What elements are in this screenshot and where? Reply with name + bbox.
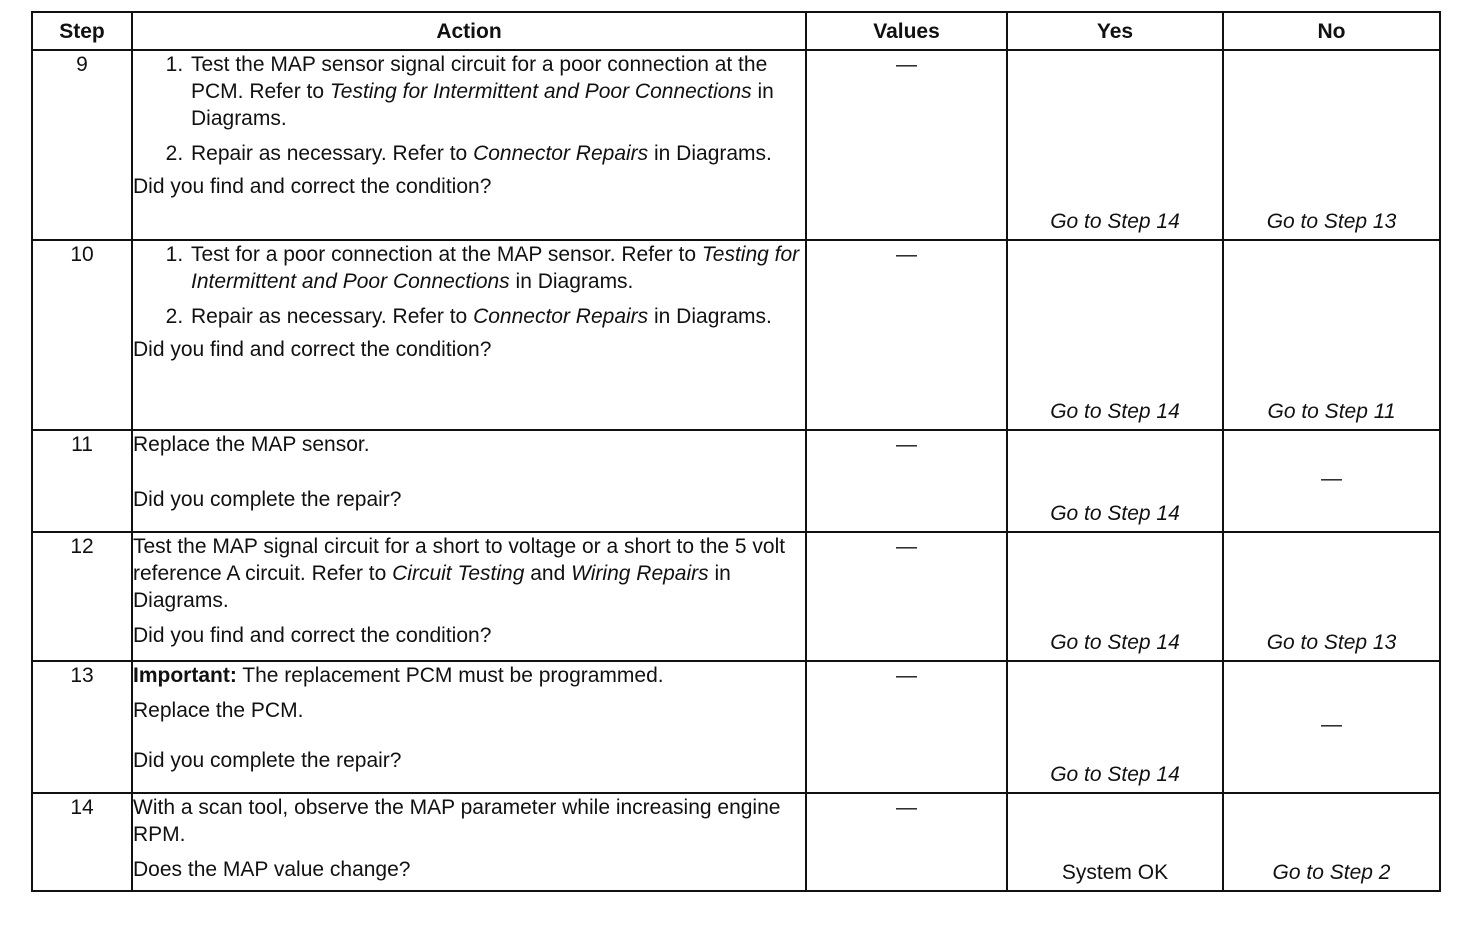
action-text: Test for a poor connection at the MAP sensor. Refer to	[191, 243, 702, 266]
no-cell	[1223, 240, 1440, 430]
no-cell	[1223, 793, 1440, 891]
yes-result: Go to Step 14	[1050, 400, 1180, 423]
reference-text: Testing for Intermittent and Poor Connections	[329, 80, 752, 103]
step-number: 12	[32, 532, 132, 661]
action-text: Test the MAP signal circuit for a short to voltage or a short to the 5 volt reference A circuit. Refer to Circuit Testing and Wiring Repairs in Diagrams.	[133, 535, 786, 612]
action-cell	[132, 240, 806, 430]
question-text: Did you complete the repair?	[133, 488, 402, 511]
yes-cell	[1007, 661, 1223, 793]
step-number: 10	[32, 240, 132, 430]
important-note: Important: The replacement PCM must be programmed.	[133, 664, 664, 687]
reference-text: Connector Repairs	[473, 142, 649, 165]
values-cell: —	[806, 240, 1007, 430]
values-cell: —	[806, 532, 1007, 661]
yes-cell	[1007, 430, 1223, 532]
action-text: in Diagrams.	[648, 305, 772, 328]
action-text: in Diagrams.	[509, 270, 634, 293]
table-row	[32, 532, 1440, 661]
action-text: in Diagrams.	[191, 80, 774, 130]
yes-result: Go to Step 14	[1050, 502, 1180, 525]
values-cell: —	[806, 661, 1007, 793]
no-result: Go to Step 2	[1272, 861, 1391, 884]
action-cell	[132, 430, 806, 532]
action-text: Replace the MAP sensor.	[133, 433, 370, 456]
action-cell	[132, 793, 806, 891]
header-row	[32, 12, 1440, 50]
no-result: —	[1321, 466, 1342, 490]
question-text: Did you find and correct the condition?	[133, 175, 492, 198]
yes-cell	[1007, 50, 1223, 240]
question-text: Did you find and correct the condition?	[133, 624, 492, 647]
yes-cell	[1007, 793, 1223, 891]
action-list	[133, 51, 805, 167]
no-result: Go to Step 13	[1266, 631, 1397, 654]
values-cell: —	[806, 430, 1007, 532]
action-text: With a scan tool, observe the MAP parameter while increasing engine RPM.	[133, 796, 781, 846]
list-item	[189, 303, 805, 330]
yes-result: Go to Step 14	[1050, 210, 1180, 233]
list-item	[189, 140, 805, 167]
action-cell	[132, 661, 806, 793]
values-cell: —	[806, 793, 1007, 891]
no-cell	[1223, 661, 1440, 793]
table-row	[32, 240, 1440, 430]
yes-result: Go to Step 14	[1050, 763, 1180, 786]
list-item	[189, 51, 805, 132]
header-no: No	[1223, 12, 1440, 50]
action-text: Replace the PCM.	[133, 699, 304, 722]
diagnostic-table	[31, 11, 1441, 892]
header-yes: Yes	[1007, 12, 1223, 50]
step-number: 9	[32, 50, 132, 240]
question-text: Did you complete the repair?	[133, 749, 402, 772]
action-text: Repair as necessary. Refer to	[191, 305, 474, 328]
action-text: in Diagrams.	[648, 142, 772, 165]
step-number: 11	[32, 430, 132, 532]
values-cell: —	[806, 50, 1007, 240]
header-step: Step	[32, 12, 132, 50]
yes-result: System OK	[1061, 861, 1169, 884]
header-values: Values	[806, 12, 1007, 50]
no-result: Go to Step 13	[1266, 210, 1397, 233]
no-cell	[1223, 532, 1440, 661]
action-list	[133, 241, 805, 330]
no-result: Go to Step 11	[1267, 400, 1396, 423]
action-cell	[132, 50, 806, 240]
step-number: 13	[32, 661, 132, 793]
reference-text: Circuit Testing	[392, 562, 525, 585]
table-row	[32, 661, 1440, 793]
action-cell	[132, 532, 806, 661]
question-text: Did you find and correct the condition?	[133, 338, 492, 361]
no-cell	[1223, 430, 1440, 532]
yes-cell	[1007, 532, 1223, 661]
reference-text: Testing for Intermittent and Poor Connections	[191, 243, 800, 293]
list-item	[189, 241, 805, 295]
no-cell	[1223, 50, 1440, 240]
action-text: Repair as necessary. Refer to	[191, 142, 474, 165]
reference-text: Wiring Repairs	[571, 562, 709, 585]
yes-result: Go to Step 14	[1050, 631, 1180, 654]
no-result: —	[1321, 712, 1342, 736]
reference-text: Connector Repairs	[473, 305, 649, 328]
important-label: Important:	[133, 664, 237, 687]
action-text: Test the MAP sensor signal circuit for a poor connection at the PCM. Refer to	[191, 53, 768, 103]
step-number: 14	[32, 793, 132, 891]
header-action: Action	[132, 12, 806, 50]
question-text: Does the MAP value change?	[133, 858, 411, 881]
table-row	[32, 430, 1440, 532]
table-row	[32, 793, 1440, 891]
yes-cell	[1007, 240, 1223, 430]
table-row	[32, 50, 1440, 240]
